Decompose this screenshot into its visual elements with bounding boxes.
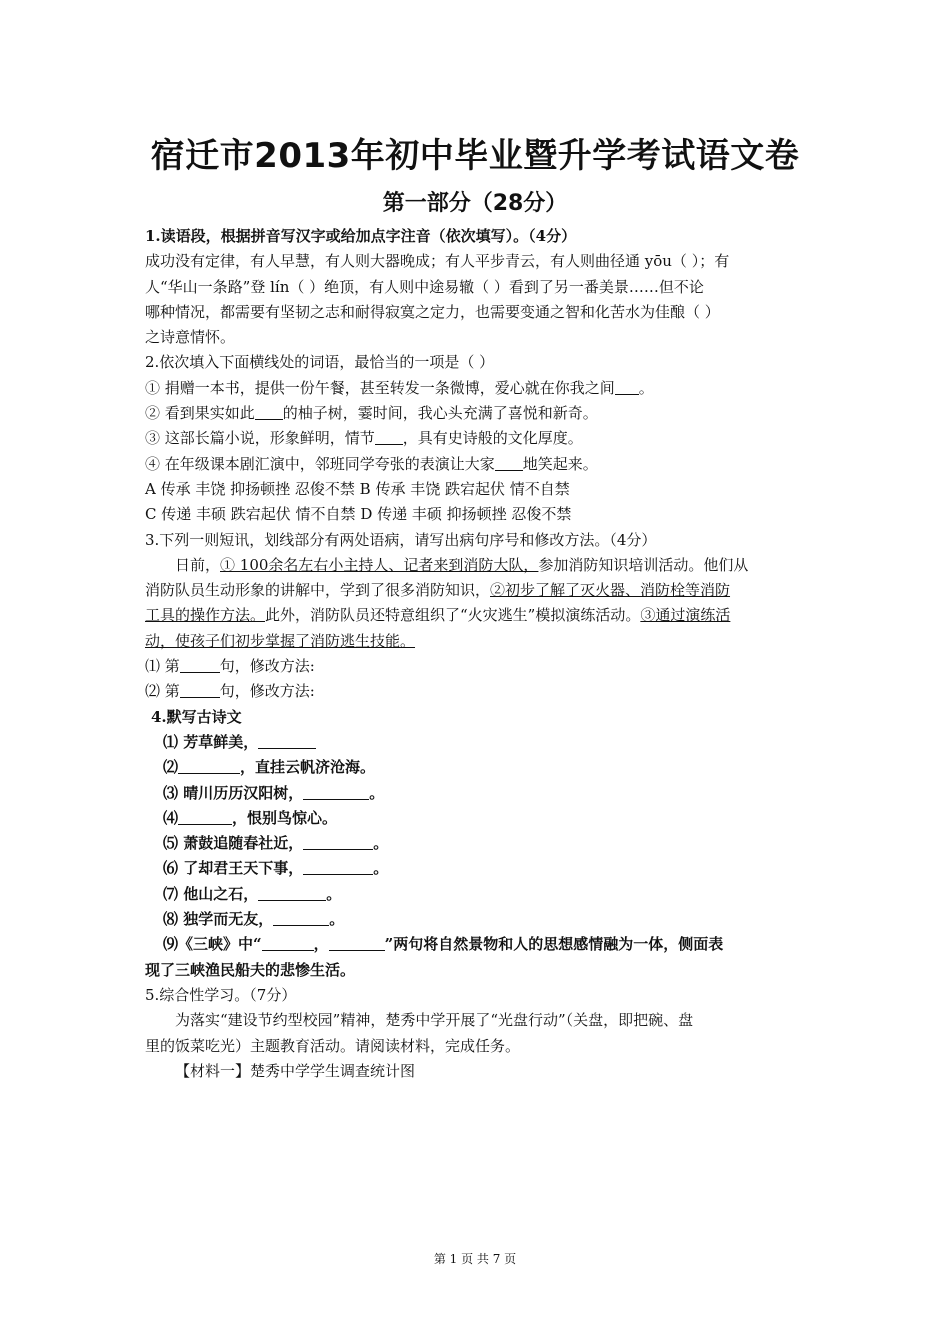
- answer-blank[interactable]: [255, 403, 283, 420]
- underlined-sentence-1: ① 100余名左右小主持人、记者来到消防大队，: [220, 555, 539, 574]
- question-5-stem: 5.综合性学习。（7分）: [145, 985, 297, 1004]
- section-title: 第一部分（28分）: [382, 191, 568, 216]
- underlined-sentence-2: ②初步了解了灭火器、消防栓等消防: [490, 581, 731, 600]
- question-5-paragraph: 里的饭菜吃光）主题教育活动。请阅读材料，完成任务。: [145, 1036, 521, 1055]
- question-1-line: 之诗意情怀。: [145, 328, 236, 347]
- poem-line: ⑶ 晴川历历汉阳树， 。: [163, 783, 385, 802]
- question-1-line: 成功没有定律，有人早慧，有人则大器晚成；有人平步青云，有人则曲径通 yōu（ ）；有: [145, 252, 730, 271]
- question-1-stem: 1.读语段，根据拼音写汉字或给加点字注音（依次填写）。（4分）: [145, 227, 577, 245]
- question-1-line: 哪种情况，都需要有坚韧之志和耐得寂寞之定力，也需要变通之智和化苦水为佳酿（ ）: [145, 302, 720, 321]
- answer-blank[interactable]: [178, 808, 232, 825]
- question-3-passage: [145, 629, 810, 654]
- answer-blank[interactable]: [178, 757, 240, 774]
- underlined-sentence-3: 动，使孩子们初步掌握了消防逃生技能。: [145, 631, 416, 650]
- poem-line: ⑹ 了却君王天下事， 。: [163, 859, 389, 878]
- underlined-sentence-2: 工具的操作方法。: [145, 606, 266, 625]
- exam-body: [145, 224, 810, 1084]
- poem-line: ⑵ ，直挂云帆济沧海。: [163, 758, 376, 777]
- question-1-line: 人“华山一条路”登 lín（ ）绝顶，有人则中途易辙（ ）看到了另一番美景……但不论: [145, 277, 704, 296]
- material-one-caption: 【材料一】楚秀中学学生调查统计图: [175, 1061, 416, 1080]
- poem-line: ⑴ 芳草鲜美，: [145, 730, 810, 755]
- answer-blank[interactable]: [615, 378, 639, 395]
- question-2-item: ③ 这部长篇小说，形象鲜明，情节 ，具有史诗般的文化厚度。: [145, 429, 583, 448]
- question-2-item: ② 看到果实如此 的柚子树，霎时间，我心头充满了喜悦和新奇。: [145, 404, 598, 423]
- underlined-sentence-3: ③通过演练活: [640, 606, 731, 625]
- question-3-answer: ⑵ 第 句，修改方法:: [145, 682, 315, 701]
- question-3-passage: 消防队员生动形象的讲解中，学到了很多消防知识，②初步了解了灭火器、消防栓等消防: [145, 581, 731, 600]
- answer-blank[interactable]: [495, 454, 523, 471]
- answer-blank[interactable]: [273, 909, 329, 926]
- question-3-passage: 工具的操作方法。此外，消防队员还特意组织了“火灾逃生”模拟演练活动。③通过演练活: [145, 606, 731, 625]
- poem-line: ⑻ 独学而无友， 。: [163, 910, 345, 929]
- answer-blank[interactable]: [303, 833, 373, 850]
- question-5-paragraph: 为落实“建设节约型校园”精神，楚秀中学开展了“光盘行动”（关盘，即把碗、盘: [175, 1011, 694, 1030]
- poem-line: 现了三峡渔民船夫的悲惨生活。: [145, 960, 356, 979]
- page-footer: 第 1 页 共 7 页: [433, 1252, 517, 1266]
- answer-blank[interactable]: [329, 934, 385, 951]
- question-2-options: C 传递 丰硕 跌宕起伏 情不自禁 D 传递 丰硕 抑扬顿挫 忍俊不禁: [145, 505, 572, 524]
- exam-title: 宿迁市2013年初中毕业暨升学考试语文卷: [150, 136, 800, 176]
- question-4-stem: 4.默写古诗文: [151, 707, 242, 726]
- question-2-item: ④ 在年级课本剧汇演中，邻班同学夸张的表演让大家 地笑起来。: [145, 454, 598, 473]
- answer-blank[interactable]: [303, 858, 373, 875]
- question-3-stem: 3.下列一则短讯，划线部分有两处语病，请写出病句序号和修改方法。（4分）: [145, 530, 657, 549]
- poem-line: ⑼《三峡》中“ ， ”两句将自然景物和人的思想感情融为一体，侧面表: [163, 935, 724, 954]
- answer-blank[interactable]: [375, 428, 403, 445]
- poem-line: ⑷ ，恨别鸟惊心。: [163, 808, 338, 827]
- answer-blank[interactable]: [262, 934, 314, 951]
- question-3-passage: 日前，① 100余名左右小主持人、记者来到消防大队，参加消防知识培训活动。他们从: [175, 555, 749, 574]
- question-2-item: ① 捐赠一本书，提供一份午餐，甚至转发一条微博，爱心就在你我之间 。: [145, 378, 654, 397]
- answer-blank[interactable]: [180, 681, 220, 698]
- answer-blank[interactable]: [180, 656, 220, 673]
- question-3-answer: ⑴ 第 句，修改方法:: [145, 657, 315, 676]
- question-2-stem: 2.依次填入下面横线处的词语，最恰当的一项是（ ）: [145, 353, 495, 372]
- poem-line: ⑺ 他山之石， 。: [163, 884, 342, 903]
- answer-blank[interactable]: [258, 732, 316, 749]
- question-2-options: A 传承 丰饶 抑扬顿挫 忍俊不禁 B 传承 丰饶 跌宕起伏 情不自禁: [145, 479, 570, 498]
- poem-line: ⑸ 萧鼓追随春社近， 。: [163, 834, 389, 853]
- answer-blank[interactable]: [258, 884, 326, 901]
- answer-blank[interactable]: [303, 783, 369, 800]
